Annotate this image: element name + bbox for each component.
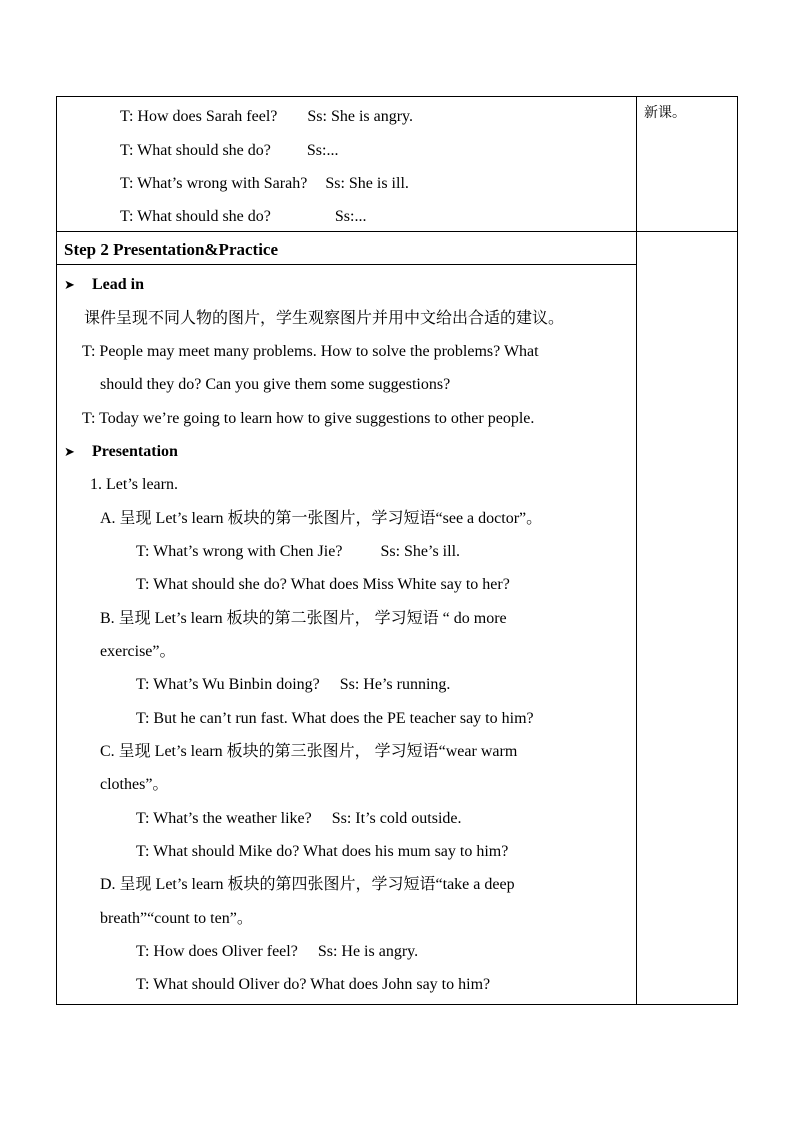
lead-in-cn: 课件呈现不同人物的图片，学生观察图片并用中文给出合适的建议。: [84, 310, 565, 327]
heading-divider: [56, 264, 637, 265]
arrow-bullet-icon: ➤: [64, 444, 75, 459]
student-answer: Ss: He is angry.: [317, 943, 419, 960]
teacher-question: T: What’s wrong with Chen Jie?: [136, 543, 343, 560]
item-c-dialogue: [136, 809, 462, 829]
lead-in-t1a: T: People may meet many problems. How to solve the problems? What: [82, 343, 539, 360]
item-lets-learn: 1. Let’s learn.: [90, 476, 178, 493]
item-d-line-1: D. 呈现 Let’s learn 板块的第四张图片，学习短语“take a deep: [100, 876, 515, 893]
teacher-question: T: How does Sarah feel?: [120, 108, 278, 125]
dialogue-line-4: [120, 207, 366, 227]
column-divider: [636, 96, 637, 1005]
teacher-question: T: What should she do?: [120, 208, 271, 225]
student-answer: Ss:...: [334, 208, 367, 225]
item-b-line-2: exercise”。: [100, 643, 176, 660]
teacher-question: T: What’s wrong with Sarah?: [120, 175, 308, 192]
item-d-line-2: breath”“count to ten”。: [100, 910, 253, 927]
item-a-line: A. 呈现 Let’s learn 板块的第一张图片，学习短语“see a doctor”。: [100, 510, 543, 527]
dialogue-line-3: [120, 174, 409, 194]
item-a-dialogue: [136, 542, 460, 562]
student-answer: Ss: He’s running.: [339, 676, 451, 693]
item-c-line-1: C. 呈现 Let’s learn 板块的第三张图片， 学习短语“wear warm: [100, 743, 518, 760]
student-answer: Ss:...: [306, 142, 339, 159]
item-b-line-1: B. 呈现 Let’s learn 板块的第二张图片， 学习短语 “ do more: [100, 610, 507, 627]
presentation-title: Presentation: [92, 443, 178, 460]
item-c-question: T: What should Mike do? What does his mum say to him?: [136, 843, 509, 860]
student-answer: Ss: It’s cold outside.: [331, 810, 462, 827]
student-answer: Ss: She is angry.: [307, 108, 414, 125]
student-answer: Ss: She’s ill.: [380, 543, 461, 560]
row-divider: [56, 231, 738, 232]
item-d-dialogue: [136, 942, 418, 962]
item-b-dialogue: [136, 675, 450, 695]
item-c-line-2: clothes”。: [100, 776, 169, 793]
arrow-bullet-icon: ➤: [64, 277, 75, 292]
section-heading: Step 2 Presentation&Practice: [64, 240, 279, 259]
teacher-question: T: What should she do?: [120, 142, 271, 159]
side-note: 新课。: [644, 106, 686, 121]
item-a-question: T: What should she do? What does Miss White say to her?: [136, 576, 510, 593]
item-d-question: T: What should Oliver do? What does John say to him?: [136, 976, 491, 993]
teacher-question: T: What’s Wu Binbin doing?: [136, 676, 320, 693]
lead-in-title: Lead in: [92, 276, 145, 293]
teacher-question: T: How does Oliver feel?: [136, 943, 298, 960]
lead-in-t2: T: Today we’re going to learn how to give suggestions to other people.: [82, 410, 535, 427]
dialogue-line-2: [120, 141, 338, 161]
dialogue-line-1: [120, 107, 413, 127]
student-answer: Ss: She is ill.: [325, 175, 409, 192]
teacher-question: T: What’s the weather like?: [136, 810, 312, 827]
item-b-question: T: But he can’t run fast. What does the PE teacher say to him?: [136, 710, 534, 727]
lead-in-t1b: should they do? Can you give them some suggestions?: [100, 376, 451, 393]
